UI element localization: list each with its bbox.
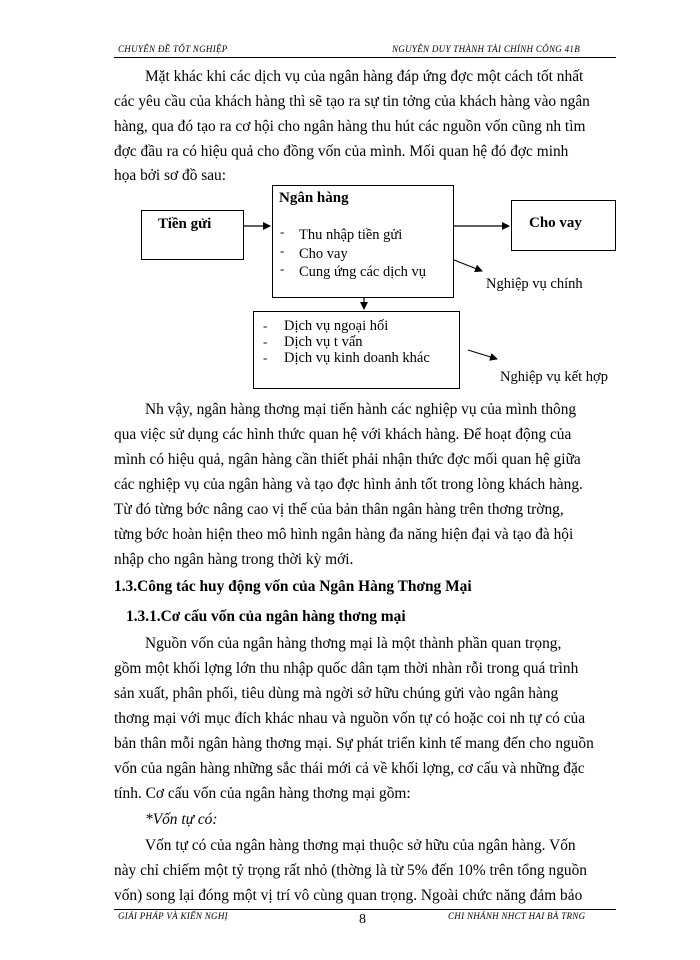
subheading-von-tu-co: *Vốn tự có:	[145, 811, 218, 828]
header-left: CHUYÊN ĐỀ TỐT NGHIỆP	[118, 44, 228, 54]
para4-line-3: vốn) song lại đóng một vị trí vô cùng quan trọng. Ngoài chức năng đảm bảo	[114, 887, 583, 904]
header-right: NGUYỄN DUY THÀNH TÀI CHÍNH CÔNG 41B	[392, 44, 581, 54]
footer-left: GIẢI PHÁP VÀ KIẾN NGHỊ	[118, 911, 228, 921]
page-number: 8	[359, 912, 366, 927]
para2-line-6: từng bớc hoàn hiện theo mô hình ngân hàng đa năng hiện đại và tạo đà hội	[114, 526, 574, 543]
bank-item-3: Cung ứng các dịch vụ	[299, 264, 427, 280]
arrow-services-to-combined	[468, 350, 497, 359]
service-item-2: Dịch vụ t vấn	[284, 334, 363, 350]
intro-line-3: hàng, qua đó tạo ra cơ hội cho ngân hàng thu hút các nguồn vốn cũng nh tìm	[114, 118, 586, 135]
deposit-box-label: Tiền gửi	[158, 216, 212, 232]
heading-1-3: 1.3.Công tác huy động vốn của Ngân Hàng Thơng Mại	[114, 578, 472, 595]
para3-line-5: bản thân mỗi ngân hàng thơng mại. Sự phát triển kinh tế mang đến cho nguồn	[114, 735, 594, 752]
para2-line-4: các nghiệp vụ của ngân hàng và tạo đợc hình ảnh tốt trong lòng khách hàng.	[114, 476, 583, 493]
para4-line-2: này chỉ chiếm một tỷ trọng rất nhỏ (thờng là từ 5% đến 10% trên tổng nguồn	[114, 862, 587, 879]
intro-line-1: Mặt khác khi các dịch vụ của ngân hàng đáp ứng đợc một cách tốt nhất	[145, 68, 584, 85]
bank-box: Ngân hàng - Thu nhập tiền gửi - Cho vay - Cung ứng các dịch vụ	[272, 185, 454, 298]
bank-item-1: Thu nhập tiền gửi	[299, 227, 403, 243]
footer-rule	[114, 909, 616, 910]
para4-line-1: Vốn tự có của ngân hàng thơng mại thuộc sở hữu của ngân hàng. Vốn	[145, 837, 576, 854]
intro-line-5: họa bởi sơ đồ sau:	[114, 167, 227, 184]
services-box: - Dịch vụ ngoại hối - Dịch vụ t vấn - Dịch vụ kinh doanh khác	[253, 311, 460, 389]
para2-line-2: qua việc sử dụng các hình thức quan hệ với khách hàng. Để hoạt động của	[114, 426, 572, 443]
loan-box-label: Cho vay	[529, 215, 582, 231]
para2-line-7: nhập cho ngân hàng trong thời kỳ mới.	[114, 551, 354, 568]
para2-line-1: Nh vậy, ngân hàng thơng mại tiến hành các nghiệp vụ của mình thông	[145, 401, 577, 418]
service-item-1: Dịch vụ ngoại hối	[284, 318, 389, 334]
bank-box-title: Ngân hàng	[279, 190, 349, 206]
para2-line-3: mình có hiệu quả, ngân hàng cần thiết phải nhận thức đợc mối quan hệ giữa	[114, 451, 581, 468]
para3-line-3: sản xuất, phân phối, tiêu dùng mà ngời sở hữu chúng gửi vào ngân hàng	[114, 685, 559, 702]
para3-line-1: Nguồn vốn của ngân hàng thơng mại là một thành phần quan trọng,	[145, 635, 562, 652]
para3-line-6: vốn của ngân hàng những sắc thái mới cả về khối lợng, cơ cấu và những đặc	[114, 760, 585, 777]
footer-right: CHI NHÁNH NHCT HAI BÀ TRNG	[448, 911, 586, 921]
combined-business-label: Nghiệp vụ kết hợp	[500, 369, 608, 385]
para3-line-7: tính. Cơ cấu vốn của ngân hàng thơng mại gồm:	[114, 785, 411, 802]
para2-line-5: Từ đó từng bớc nâng cao vị thế của bản thân ngân hàng trên thơng trờng,	[114, 501, 564, 518]
arrow-bank-to-main-business	[454, 260, 482, 271]
bank-item-2: Cho vay	[299, 246, 348, 262]
intro-line-4: đợc đầu ra có hiệu quả cho đồng vốn của mình. Mối quan hệ đó đợc minh	[114, 143, 569, 160]
intro-line-2: các yêu cầu của khách hàng thì sẽ tạo ra sự tin tởng của khách hàng vào ngân	[114, 93, 590, 110]
para3-line-2: gồm một khối lợng lớn thu nhập quốc dân tạm thời nhàn rỗi trong quá trình	[114, 660, 579, 677]
para3-line-4: thơng mại với mục đích khác nhau và nguồn vốn tự có hoặc coi nh tự có của	[114, 710, 586, 727]
service-item-3: Dịch vụ kinh doanh khác	[284, 350, 430, 366]
main-business-label: Nghiệp vụ chính	[486, 276, 583, 292]
heading-1-3-1: 1.3.1.Cơ cấu vốn của ngân hàng thơng mại	[126, 608, 406, 625]
